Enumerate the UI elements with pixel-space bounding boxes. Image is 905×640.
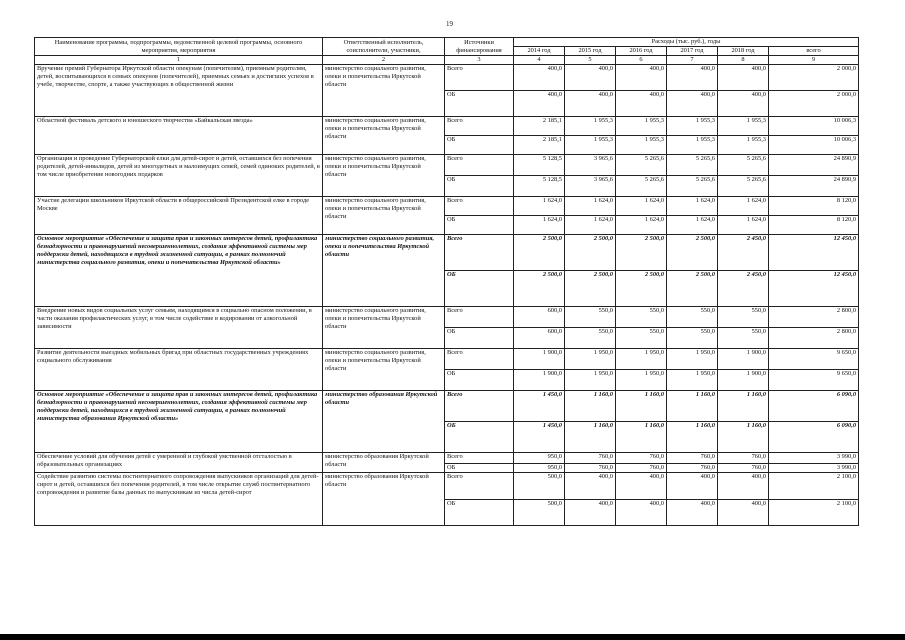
measure-name: Организация и проведение Губернаторской елки для детей-сирот и детей, оставшихся без попечения родителей, детей-инвалидов, детей из многодетных и малоимущих семей, семей одиноких родителей, в том числе приобретение новогодних подарков xyxy=(35,155,323,197)
year-value: 500,0 xyxy=(514,473,565,500)
year-value: 500,0 xyxy=(514,500,565,526)
funding-source: ОБ xyxy=(445,328,514,349)
measure-name: Внедрение новых видов социальных услуг семьям, находящимся в социально опасном положении, в части оказания профилактических услуг, в том числе содействие в кодировании от алкогольной зависимости xyxy=(35,307,323,349)
funding-source: Всего xyxy=(445,473,514,500)
total-value: 12 450,0 xyxy=(769,271,859,307)
measure-name: Обеспечение условий для обучения детей с умеренной и глубокой умственной отсталостью в образовательных организациях xyxy=(35,453,323,473)
year-value: 1 624,0 xyxy=(565,197,616,216)
year-value: 1 950,0 xyxy=(616,349,667,370)
year-value: 2 500,0 xyxy=(616,271,667,307)
year-value: 1 624,0 xyxy=(514,216,565,235)
year-value: 950,0 xyxy=(514,453,565,464)
year-value: 5 265,6 xyxy=(616,155,667,176)
funding-source: ОБ xyxy=(445,422,514,453)
column-index: 3 xyxy=(445,56,514,65)
expenses-table xyxy=(34,37,859,526)
table-row xyxy=(35,117,859,136)
year-value: 760,0 xyxy=(616,464,667,473)
year-value: 1 624,0 xyxy=(667,216,718,235)
funding-source: ОБ xyxy=(445,500,514,526)
year-value: 2 500,0 xyxy=(667,235,718,271)
year-value: 760,0 xyxy=(718,464,769,473)
year-value: 1 450,0 xyxy=(514,391,565,422)
executor: министерство социального развития, опеки и попечительства Иркутской области xyxy=(323,155,445,197)
total-value: 2 000,0 xyxy=(769,91,859,117)
year-value: 400,0 xyxy=(667,473,718,500)
total-value: 2 800,0 xyxy=(769,328,859,349)
year-value: 2 450,0 xyxy=(718,235,769,271)
header-year: 2018 год xyxy=(718,47,769,56)
year-value: 2 500,0 xyxy=(616,235,667,271)
year-value: 1 624,0 xyxy=(565,216,616,235)
year-value: 760,0 xyxy=(667,453,718,464)
year-value: 1 624,0 xyxy=(616,197,667,216)
year-value: 760,0 xyxy=(565,453,616,464)
year-value: 5 265,6 xyxy=(616,176,667,197)
header-total: всего xyxy=(769,47,859,56)
total-value: 24 890,9 xyxy=(769,155,859,176)
year-value: 400,0 xyxy=(616,65,667,91)
total-value: 2 100,0 xyxy=(769,500,859,526)
year-value: 5 128,5 xyxy=(514,176,565,197)
year-value: 5 265,6 xyxy=(718,155,769,176)
year-value: 1 160,0 xyxy=(667,391,718,422)
year-value: 1 624,0 xyxy=(718,197,769,216)
year-value: 950,0 xyxy=(514,464,565,473)
table-row xyxy=(35,235,859,271)
year-value: 400,0 xyxy=(667,500,718,526)
year-value: 5 265,6 xyxy=(667,176,718,197)
column-index: 5 xyxy=(565,56,616,65)
table-row xyxy=(35,349,859,370)
column-index: 9 xyxy=(769,56,859,65)
year-value: 1 160,0 xyxy=(718,391,769,422)
header-name: Наименование программы, подпрограммы, ведомственной целевой программы, основного мероприятия, мероприятия xyxy=(35,38,323,56)
year-value: 1 950,0 xyxy=(565,370,616,391)
year-value: 1 900,0 xyxy=(718,349,769,370)
table-row xyxy=(35,65,859,91)
column-index: 6 xyxy=(616,56,667,65)
executor: министерство социального развития, опеки и попечительства Иркутской области xyxy=(323,197,445,235)
year-value: 1 900,0 xyxy=(514,370,565,391)
year-value: 1 160,0 xyxy=(718,422,769,453)
year-value: 1 955,3 xyxy=(667,136,718,155)
year-value: 1 955,3 xyxy=(616,117,667,136)
table-row xyxy=(35,197,859,216)
measure-name: Основное мероприятие «Обеспечение и защита прав и законных интересов детей, профилактика безнадзорности и правонарушений несовершеннолетних, создания эффективной системы мер поддержки детей, находящихся в трудной жизненной ситуации, в рамках полномочий министерства социального развития, опеки и попечительства Иркутской области» xyxy=(35,235,323,307)
year-value: 550,0 xyxy=(616,307,667,328)
year-value: 400,0 xyxy=(514,65,565,91)
total-value: 9 650,0 xyxy=(769,349,859,370)
year-value: 400,0 xyxy=(565,500,616,526)
measure-name: Содействие развитию системы постинтернатного сопровождения выпускников организаций для детей-сирот и детей, оставшихся без попечения родителей, в том числе открытие служб постинтернатного сопровождения и развитие базы данных по выпускникам из числа детей-сирот xyxy=(35,473,323,526)
column-index: 1 xyxy=(35,56,323,65)
year-value: 1 450,0 xyxy=(514,422,565,453)
column-index: 2 xyxy=(323,56,445,65)
year-value: 1 624,0 xyxy=(667,197,718,216)
funding-source: Всего xyxy=(445,307,514,328)
funding-source: ОБ xyxy=(445,136,514,155)
executor: министерство социального развития, опеки и попечительства Иркутской области xyxy=(323,65,445,117)
executor: министерство образования Иркутской области xyxy=(323,453,445,473)
header-source: Источники финансирования xyxy=(445,38,514,56)
executor: министерство социального развития, опеки и попечительства Иркутской области xyxy=(323,307,445,349)
table-row xyxy=(35,391,859,422)
total-value: 10 006,3 xyxy=(769,136,859,155)
total-value: 8 120,0 xyxy=(769,197,859,216)
year-value: 400,0 xyxy=(718,91,769,117)
year-value: 400,0 xyxy=(616,500,667,526)
page-number: 19 xyxy=(446,20,453,28)
year-value: 760,0 xyxy=(667,464,718,473)
year-value: 550,0 xyxy=(718,328,769,349)
year-value: 400,0 xyxy=(667,65,718,91)
measure-name: Развитие деятельности выездных мобильных бригад при областных государственных учреждениях социального обслуживания xyxy=(35,349,323,391)
executor: министерство социального развития, опеки и попечительства Иркутской области xyxy=(323,235,445,307)
executor: министерство социального развития, опеки и попечительства Иркутской области xyxy=(323,117,445,155)
measure-name: Вручение премий Губернатора Иркутской области опекунам (попечителям), приемным родителям, детей, воспитывающихся в семьях опекунов (попечителей), приемных семьях и достигших успехов в учебе, творчестве, спорте, а также участвующих в общественной жизни xyxy=(35,65,323,117)
year-value: 2 500,0 xyxy=(667,271,718,307)
executor: министерство образования Иркутской области xyxy=(323,473,445,526)
table-row xyxy=(35,307,859,328)
year-value: 1 955,3 xyxy=(667,117,718,136)
year-value: 3 965,6 xyxy=(565,176,616,197)
measure-name: Основное мероприятие «Обеспечение и защита прав и законных интересов детей, профилактика безнадзорности и правонарушений несовершеннолетних, создания эффективной системы мер поддержки детей, находящихся в трудной жизненной ситуации, в рамках полномочий министерства образования Иркутской области» xyxy=(35,391,323,453)
header-year: 2017 год xyxy=(667,47,718,56)
total-value: 8 120,0 xyxy=(769,216,859,235)
year-value: 2 185,1 xyxy=(514,117,565,136)
year-value: 550,0 xyxy=(565,328,616,349)
funding-source: Всего xyxy=(445,117,514,136)
year-value: 1 950,0 xyxy=(667,370,718,391)
year-value: 550,0 xyxy=(616,328,667,349)
column-index-row xyxy=(35,56,859,65)
year-value: 400,0 xyxy=(565,65,616,91)
funding-source: ОБ xyxy=(445,271,514,307)
year-value: 550,0 xyxy=(667,328,718,349)
table-row xyxy=(35,473,859,500)
year-value: 400,0 xyxy=(616,91,667,117)
total-value: 2 100,0 xyxy=(769,473,859,500)
header-expenses: Расходы (тыс. руб.), годы xyxy=(514,38,859,47)
year-value: 1 624,0 xyxy=(514,197,565,216)
year-value: 400,0 xyxy=(718,473,769,500)
executor: министерство образования Иркутской области xyxy=(323,391,445,453)
total-value: 3 990,0 xyxy=(769,464,859,473)
total-value: 2 000,0 xyxy=(769,65,859,91)
year-value: 1 900,0 xyxy=(718,370,769,391)
year-value: 2 500,0 xyxy=(514,271,565,307)
funding-source: Всего xyxy=(445,65,514,91)
column-index: 8 xyxy=(718,56,769,65)
year-value: 5 265,6 xyxy=(718,176,769,197)
header-year: 2016 год xyxy=(616,47,667,56)
table-row xyxy=(35,155,859,176)
funding-source: Всего xyxy=(445,453,514,464)
year-value: 400,0 xyxy=(718,65,769,91)
year-value: 1 955,3 xyxy=(616,136,667,155)
year-value: 1 624,0 xyxy=(718,216,769,235)
total-value: 9 650,0 xyxy=(769,370,859,391)
funding-source: ОБ xyxy=(445,91,514,117)
year-value: 1 955,3 xyxy=(565,136,616,155)
year-value: 760,0 xyxy=(565,464,616,473)
table-row xyxy=(35,453,859,464)
total-value: 10 006,3 xyxy=(769,117,859,136)
funding-source: ОБ xyxy=(445,370,514,391)
header-year: 2014 год xyxy=(514,47,565,56)
year-value: 2 500,0 xyxy=(514,235,565,271)
year-value: 550,0 xyxy=(565,307,616,328)
year-value: 400,0 xyxy=(565,91,616,117)
funding-source: Всего xyxy=(445,235,514,271)
funding-source: Всего xyxy=(445,391,514,422)
measure-name: Участие делегации школьников Иркутской области в общероссийской Президентской елке в городе Москве xyxy=(35,197,323,235)
year-value: 760,0 xyxy=(616,453,667,464)
year-value: 760,0 xyxy=(718,453,769,464)
year-value: 1 160,0 xyxy=(565,422,616,453)
year-value: 400,0 xyxy=(565,473,616,500)
year-value: 1 160,0 xyxy=(616,422,667,453)
year-value: 600,0 xyxy=(514,328,565,349)
year-value: 1 624,0 xyxy=(616,216,667,235)
year-value: 1 955,3 xyxy=(718,136,769,155)
year-value: 1 950,0 xyxy=(565,349,616,370)
year-value: 1 160,0 xyxy=(616,391,667,422)
total-value: 6 090,0 xyxy=(769,422,859,453)
executor: министерство социального развития, опеки и попечительства Иркутской области xyxy=(323,349,445,391)
year-value: 400,0 xyxy=(718,500,769,526)
year-value: 1 950,0 xyxy=(667,349,718,370)
total-value: 6 090,0 xyxy=(769,391,859,422)
header-year: 2015 год xyxy=(565,47,616,56)
year-value: 1 160,0 xyxy=(667,422,718,453)
year-value: 1 955,3 xyxy=(718,117,769,136)
column-index: 7 xyxy=(667,56,718,65)
year-value: 550,0 xyxy=(718,307,769,328)
funding-source: Всего xyxy=(445,197,514,216)
header-executor: Ответственный исполнитель, соисполнители, участники, xyxy=(323,38,445,56)
funding-source: ОБ xyxy=(445,464,514,473)
column-index: 4 xyxy=(514,56,565,65)
year-value: 1 900,0 xyxy=(514,349,565,370)
year-value: 1 950,0 xyxy=(616,370,667,391)
funding-source: ОБ xyxy=(445,176,514,197)
year-value: 2 500,0 xyxy=(565,271,616,307)
year-value: 3 965,6 xyxy=(565,155,616,176)
year-value: 2 185,1 xyxy=(514,136,565,155)
year-value: 5 128,5 xyxy=(514,155,565,176)
year-value: 5 265,6 xyxy=(667,155,718,176)
total-value: 3 990,0 xyxy=(769,453,859,464)
year-value: 400,0 xyxy=(667,91,718,117)
total-value: 24 890,9 xyxy=(769,176,859,197)
funding-source: Всего xyxy=(445,349,514,370)
year-value: 550,0 xyxy=(667,307,718,328)
year-value: 2 500,0 xyxy=(565,235,616,271)
measure-name: Областной фестиваль детского и юношеского творчества «Байкальская звезда» xyxy=(35,117,323,155)
year-value: 600,0 xyxy=(514,307,565,328)
total-value: 2 800,0 xyxy=(769,307,859,328)
year-value: 400,0 xyxy=(514,91,565,117)
year-value: 400,0 xyxy=(616,473,667,500)
total-value: 12 450,0 xyxy=(769,235,859,271)
funding-source: Всего xyxy=(445,155,514,176)
year-value: 1 160,0 xyxy=(565,391,616,422)
scan-bottom-edge xyxy=(0,634,905,640)
year-value: 2 450,0 xyxy=(718,271,769,307)
funding-source: ОБ xyxy=(445,216,514,235)
year-value: 1 955,3 xyxy=(565,117,616,136)
